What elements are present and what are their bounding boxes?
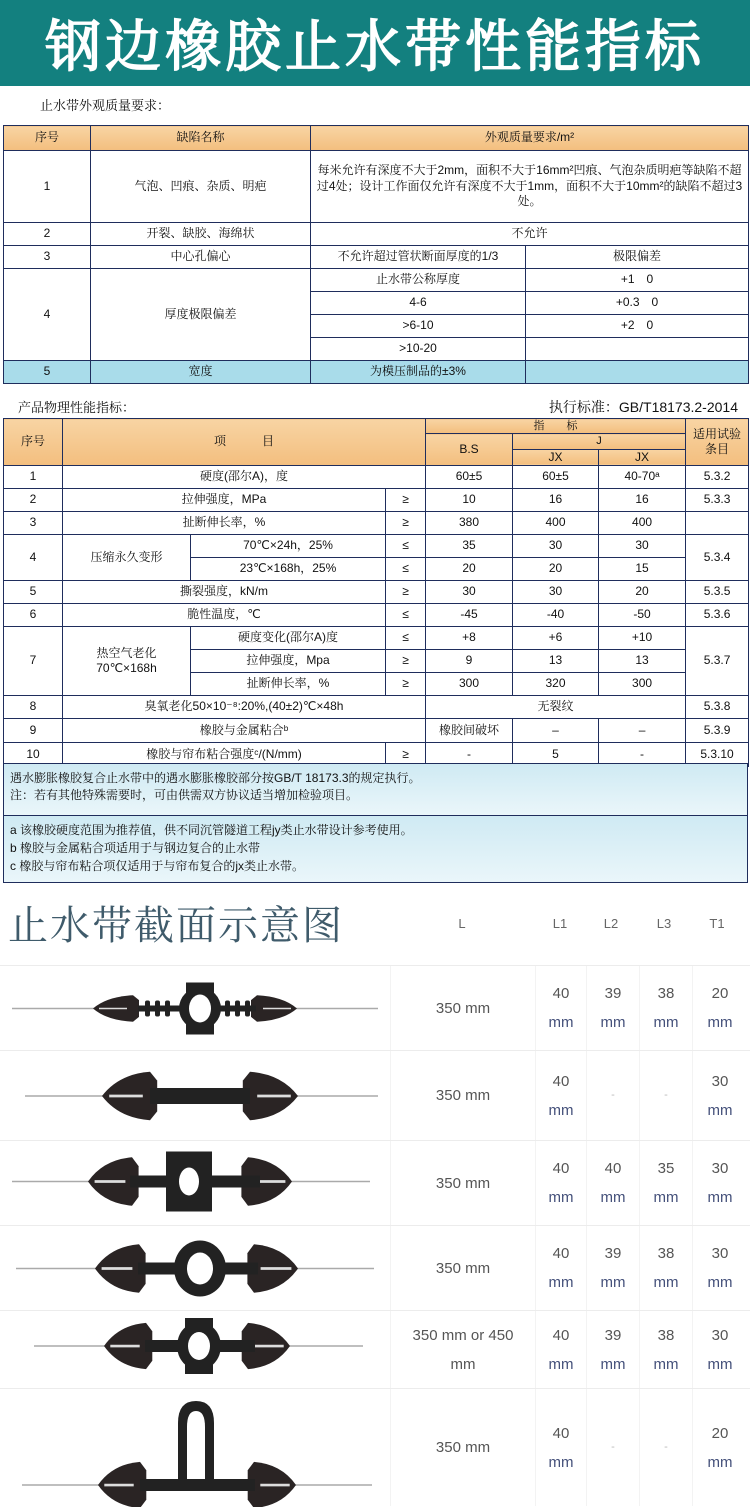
cell-l [390, 1141, 535, 1225]
unit: mm [653, 1355, 679, 1373]
waterstop-cross-section-icon [0, 1389, 390, 1507]
waterstop-cross-section-icon [0, 1226, 390, 1311]
item: 臭氧老化50×10⁻⁸:20%,(40±2)℃×48h [63, 696, 426, 719]
unit: mm [707, 1014, 733, 1031]
clause: 5.3.6 [686, 604, 749, 627]
cell-l3 [639, 1311, 692, 1388]
appearance-label: 止水带外观质量要求： [40, 98, 171, 113]
clause: 5.3.10 [686, 743, 749, 767]
unit: mm [707, 1101, 733, 1119]
value-jx: 13 [599, 650, 686, 673]
condition: 硬度变化(邵尔A)度 [191, 627, 386, 650]
cell-l2 [586, 1141, 639, 1225]
row-no: 3 [4, 512, 63, 535]
condition: 拉伸强度，Mpa [191, 650, 386, 673]
value: - [611, 1441, 615, 1453]
value: 40 [552, 1160, 570, 1177]
banner [0, 0, 750, 86]
item: 拉伸强度，MPa [63, 489, 386, 512]
sign: ≥ [386, 673, 426, 696]
defect-name: 宽度 [91, 361, 311, 384]
header-requirement: 外观质量要求/m² [311, 126, 749, 151]
value-jx: 300 [599, 673, 686, 696]
thickness: >10-20 [311, 338, 526, 361]
requirement: 为模压制品的±3% [311, 361, 526, 384]
deviation: +2 0 [526, 315, 749, 338]
requirement-deviation: 极限偏差 [526, 246, 749, 269]
unit: mm [707, 1274, 733, 1291]
value: 30 [711, 1326, 729, 1344]
header-no: 序号 [4, 126, 91, 151]
unit: mm [548, 1101, 574, 1119]
header-j: J [513, 434, 686, 449]
value: 20 [711, 985, 729, 1002]
item-line: 70℃×168h [96, 661, 157, 676]
defect-name: 厚度极限偏差 [91, 269, 311, 361]
cell-l [390, 1389, 535, 1506]
sign: ≤ [386, 627, 426, 650]
value-bs: 35 [426, 535, 513, 558]
sign: ≥ [386, 743, 426, 767]
value: 38 [657, 1245, 675, 1262]
cell-l3 [639, 966, 692, 1050]
requirement: 每米允许有深度不大于2mm，面积不大于16mm²凹痕、气泡杂质明疤等缺陷不超过4处；设计工作面仅允许有深度不大于1mm，面积不大于10mm²的缺陷不超过3处。 [311, 151, 749, 223]
value: 350 mm [435, 1174, 491, 1192]
value: 40 [552, 1072, 570, 1090]
value-jx: 30 [599, 535, 686, 558]
value-jx: 40-70ᵃ [599, 466, 686, 489]
unit: mm [653, 1189, 679, 1206]
clause: 5.3.7 [686, 627, 749, 696]
appearance-table [3, 125, 749, 384]
physical-table [3, 418, 749, 767]
value: - [611, 1089, 615, 1101]
value: - [664, 1441, 668, 1453]
value-jx: – [599, 719, 686, 743]
header-jx: JX [513, 449, 599, 466]
value-jx: - [599, 743, 686, 767]
section-row [0, 1140, 750, 1225]
cell-l1 [535, 1311, 586, 1388]
item: 压缩永久变形 [63, 535, 191, 581]
cell-l2 [586, 1226, 639, 1310]
row-no: 1 [4, 466, 63, 489]
notes-box [3, 763, 748, 816]
header-jx: JX [599, 449, 686, 466]
cell-l1 [535, 1141, 586, 1225]
unit: mm [600, 1355, 626, 1373]
clause [686, 512, 749, 535]
sign: ≤ [386, 535, 426, 558]
deviation [526, 338, 749, 361]
unit: mm [548, 1014, 574, 1031]
cell-t1 [692, 1389, 747, 1506]
header-defect: 缺陷名称 [91, 126, 311, 151]
thickness: 4-6 [311, 292, 526, 315]
sign: ≥ [386, 581, 426, 604]
condition: 70℃×24h，25% [191, 535, 386, 558]
value-bs: 300 [426, 673, 513, 696]
value-jx: 60±5 [513, 466, 599, 489]
value-jx: 20 [599, 581, 686, 604]
header-T1: T1 [709, 916, 725, 931]
item [63, 627, 191, 696]
requirement: 不允许超过管状断面厚度的1/3 [311, 246, 526, 269]
value: 38 [657, 1326, 675, 1344]
deviation: +0.3 0 [526, 292, 749, 315]
section-row [0, 1050, 750, 1140]
sign: ≥ [386, 489, 426, 512]
footnote: b 橡胶与金属粘合项适用于与钢边复合的止水带 [10, 841, 261, 855]
item: 硬度(邵尔A)，度 [63, 466, 426, 489]
value-jx: 400 [599, 512, 686, 535]
value-jx: +6 [513, 627, 599, 650]
cell-l [390, 1051, 535, 1140]
value: 40 [604, 1160, 622, 1177]
unit: mm [600, 1189, 626, 1206]
thickness: 止水带公称厚度 [311, 269, 526, 292]
row-no: 9 [4, 719, 63, 743]
row-no: 5 [4, 581, 63, 604]
header-bs: B.S [426, 434, 513, 466]
cell-l [390, 1226, 535, 1310]
row-no: 3 [4, 246, 91, 269]
row-no: 8 [4, 696, 63, 719]
sign: ≥ [386, 512, 426, 535]
deviation: +1 0 [526, 269, 749, 292]
cell-l2 [586, 1051, 639, 1140]
value: 40 [552, 1424, 570, 1442]
footnote: a 该橡胶硬度范围为推荐值，供不同沉管隧道工程jy类止水带设计参考使用。 [10, 823, 413, 837]
value: 39 [604, 1326, 622, 1344]
header-L2: L2 [603, 916, 619, 931]
value: 350 mm [435, 999, 491, 1017]
note: 注：若有其他特殊需要时，可由供需双方协议适当增加检验项目。 [10, 788, 359, 802]
clause: 5.3.3 [686, 489, 749, 512]
thickness: >6-10 [311, 315, 526, 338]
header-index: 指 标 [426, 419, 686, 434]
value: - [664, 1089, 668, 1101]
cell-l1 [535, 1226, 586, 1310]
waterstop-cross-section-icon [0, 1311, 390, 1389]
cell-l3 [639, 1226, 692, 1310]
value-jx: 13 [513, 650, 599, 673]
value-bs: 10 [426, 489, 513, 512]
defect-name: 气泡、凹痕、杂质、明疤 [91, 151, 311, 223]
value: 350 mm [435, 1087, 491, 1104]
cell-l1 [535, 966, 586, 1050]
value: 30 [711, 1245, 729, 1262]
page-title: 钢边橡胶止水带性能指标 [45, 15, 705, 78]
value: 30 [711, 1072, 729, 1090]
cell-t1 [692, 1311, 747, 1388]
value: 40 [552, 1326, 570, 1344]
value-jx: – [513, 719, 599, 743]
unit: mm [600, 1274, 626, 1291]
value: 40 [552, 1245, 570, 1262]
unit: mm [653, 1014, 679, 1031]
defect-name: 中心孔偏心 [91, 246, 311, 269]
footnote: c 橡胶与帘布粘合项仅适用于与帘布复合的jx类止水带。 [10, 859, 305, 873]
item: 橡胶与帘布粘合强度ᶜ/(N/mm) [63, 743, 386, 767]
value-jx: 400 [513, 512, 599, 535]
unit: mm [548, 1453, 574, 1471]
value: 38 [657, 985, 675, 1002]
unit: mm [600, 1014, 626, 1031]
row-no: 4 [4, 269, 91, 361]
unit: mm [707, 1189, 733, 1206]
header-item: 项 目 [63, 419, 426, 466]
row-no: 2 [4, 489, 63, 512]
section-title: 止水带截面示意图 [8, 904, 344, 948]
value-jx: 15 [599, 558, 686, 581]
sign: ≤ [386, 558, 426, 581]
item: 撕裂强度，kN/m [63, 581, 386, 604]
clause: 5.3.9 [686, 719, 749, 743]
row-no: 4 [4, 535, 63, 581]
physical-label: 产品物理性能指标： [18, 400, 136, 415]
requirement: 不允许 [311, 223, 749, 246]
sign: ≤ [386, 604, 426, 627]
cell-l1 [535, 1389, 586, 1506]
cell-t1 [692, 966, 747, 1050]
item: 橡胶与金属粘合ᵇ [63, 719, 426, 743]
value-bs: +8 [426, 627, 513, 650]
clause: 5.3.4 [686, 535, 749, 581]
value: 350 mm [435, 1439, 491, 1456]
waterstop-cross-section-icon [0, 1141, 390, 1226]
value-jx: 16 [513, 489, 599, 512]
unit: mm [548, 1189, 574, 1206]
note: 遇水膨胀橡胶复合止水带中的遇水膨胀橡胶部分按GB/T 18173.3的规定执行。 [10, 771, 421, 785]
cell-t1 [692, 1141, 747, 1225]
cell-l2 [586, 966, 639, 1050]
row-no: 2 [4, 223, 91, 246]
cell-l2 [586, 1311, 639, 1388]
value: 350 mm [435, 1259, 491, 1277]
defect-name: 开裂、缺胶、海绵状 [91, 223, 311, 246]
value-jx: 5 [513, 743, 599, 767]
row-no: 1 [4, 151, 91, 223]
clause: 5.3.8 [686, 696, 749, 719]
value: 39 [604, 1245, 622, 1262]
value: 39 [604, 985, 622, 1002]
section-row [0, 965, 750, 1050]
value-merged: 无裂纹 [426, 696, 686, 719]
value-bs: 20 [426, 558, 513, 581]
unit: mm [707, 1453, 733, 1471]
value-bs: 60±5 [426, 466, 513, 489]
cross-section-section [0, 886, 750, 1490]
unit: mm [548, 1355, 574, 1373]
cell-l3 [639, 1389, 692, 1506]
value-jx: 20 [513, 558, 599, 581]
value-bs: - [426, 743, 513, 767]
condition: 扯断伸长率，% [191, 673, 386, 696]
cell-l3 [639, 1141, 692, 1225]
value: 350 mm or 450 mm [412, 1326, 514, 1373]
row-no: 10 [4, 743, 63, 767]
value-bs: -45 [426, 604, 513, 627]
footnotes-box [3, 815, 748, 883]
section-row [0, 1388, 750, 1506]
cell-l2 [586, 1389, 639, 1506]
row-no: 7 [4, 627, 63, 696]
section-row [0, 1225, 750, 1310]
value-bs: 橡胶间破坏 [426, 719, 513, 743]
cell-t1 [692, 1051, 747, 1140]
item: 脆性温度，℃ [63, 604, 386, 627]
value-jx: -50 [599, 604, 686, 627]
cell-l1 [535, 1051, 586, 1140]
value: 30 [711, 1160, 729, 1177]
value-jx: 30 [513, 535, 599, 558]
header-L1: L1 [552, 916, 568, 931]
cell-t1 [692, 1226, 747, 1310]
header-L: L [458, 916, 466, 931]
condition: 23℃×168h，25% [191, 558, 386, 581]
empty-cell [526, 361, 749, 384]
clause: 5.3.5 [686, 581, 749, 604]
value-jx: 16 [599, 489, 686, 512]
cell-l [390, 1311, 535, 1388]
standard-label: 执行标准：GB/T18173.2-2014 [548, 399, 738, 415]
unit: mm [653, 1274, 679, 1291]
header-clause: 适用试验条目 [686, 419, 749, 466]
value: 40 [552, 985, 570, 1002]
row-no: 6 [4, 604, 63, 627]
value-jx: +10 [599, 627, 686, 650]
clause: 5.3.2 [686, 466, 749, 489]
value-jx: 320 [513, 673, 599, 696]
header-no: 序号 [4, 419, 63, 466]
waterstop-cross-section-icon [0, 1051, 390, 1141]
cell-l3 [639, 1051, 692, 1140]
value: 35 [657, 1160, 675, 1177]
row-no: 5 [4, 361, 91, 384]
unit: mm [707, 1355, 733, 1373]
item: 扯断伸长率，% [63, 512, 386, 535]
unit: mm [548, 1274, 574, 1291]
section-row [0, 1310, 750, 1388]
cell-l [390, 966, 535, 1050]
item-line: 热空气老化 [96, 645, 157, 660]
waterstop-cross-section-icon [0, 966, 390, 1051]
value-jx: -40 [513, 604, 599, 627]
sign: ≥ [386, 650, 426, 673]
value-jx: 30 [513, 581, 599, 604]
value-bs: 30 [426, 581, 513, 604]
header-L3: L3 [656, 916, 672, 931]
value: 20 [711, 1424, 729, 1442]
value-bs: 9 [426, 650, 513, 673]
value-bs: 380 [426, 512, 513, 535]
